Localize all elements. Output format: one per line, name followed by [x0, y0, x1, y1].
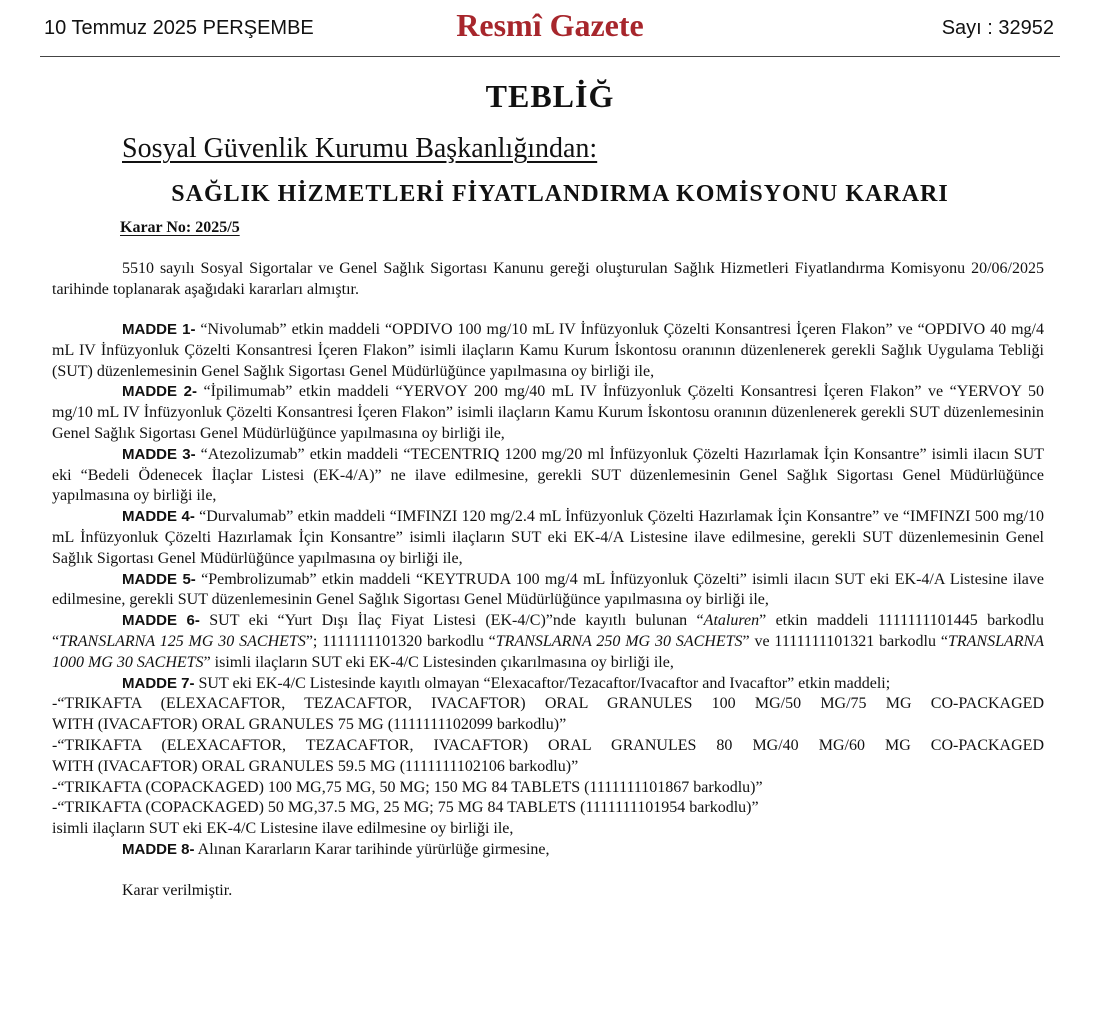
issuing-authority: Sosyal Güvenlik Kurumu Başkanlığından: — [122, 133, 598, 164]
article-5-label: MADDE 5- — [122, 570, 196, 588]
gazette-title: Resmî Gazete — [456, 7, 644, 43]
article-6-drug: Ataluren — [703, 612, 760, 630]
list-item: WITH (IVACAFTOR) ORAL GRANULES 75 MG (1111111102099 barkodlu)” — [52, 716, 567, 734]
article-7-text: SUT eki EK-4/C Listesinde kayıtlı olmayan “Elexacaftor/Tezacaftor/Ivacaftor and Ivacaftor” etkin maddeli; — [194, 674, 891, 692]
article-3 — [52, 445, 1044, 507]
article-5-text: “Pembrolizumab” etkin maddeli “KEYTRUDA 100 mg/4 mL İnfüzyonluk Çözelti” isimli ilacın SUT eki EK-4/A Listesine ilave edilmesine, gerekli SUT düzenlemesinin Genel Sağlık Sigortası Genel Müdürlüğünce yapılmasına oy birliği ile, — [52, 570, 1044, 609]
list-item: -“TRIKAFTA (ELEXACAFTOR, TEZACAFTOR, IVACAFTOR) ORAL GRANULES 80 MG/40 MG/60 MG CO-PACKAGED — [52, 736, 1044, 754]
issue-date: 10 Temmuz 2025 PERŞEMBE — [44, 17, 314, 39]
closing-statement: Karar verilmiştir. — [122, 881, 233, 899]
intro-paragraph: 5510 sayılı Sosyal Sigortalar ve Genel Sağlık Sigortası Kanunu gereği oluşturulan Sağlık Hizmetleri Fiyatlandırma Komisyonu 20/06/2025 tarihinde toplanarak aşağıdaki kararları almıştır. — [52, 260, 1044, 298]
article-6-text: ” isimli ilaçların SUT eki EK-4/C Listesinden çıkarılmasına oy birliği ile, — [203, 653, 674, 671]
article-7-label: MADDE 7- — [122, 674, 195, 692]
article-2-text: “İpilimumab” etkin maddeli “YERVOY 200 mg/40 mL IV İnfüzyonluk Çözelti Konsantresi İçeren Flakon” ve “YERVOY 50 mg/10 mL IV İnfüzyonluk Çözelti Konsantresi İçeren Flakon” isimli ilaçların Kamu Kurum İskontosu oranının düzenlenerek gerekli SUT düzenlemesinin Genel Sağlık Sigortası Genel Müdürlüğünce yapılmasına oy birliği ile, — [52, 383, 1045, 442]
document-type-heading: TEBLİĞ — [485, 78, 615, 114]
article-6 — [52, 611, 1044, 673]
article-4 — [52, 507, 1044, 569]
article-1 — [52, 320, 1044, 382]
intro-section — [52, 259, 1044, 301]
article-1-label: MADDE 1- — [122, 321, 196, 338]
article-7-closing: isimli ilaçların SUT eki EK-4/C Listesine ilave edilmesine oy birliği ile, — [52, 820, 514, 838]
articles-section — [52, 320, 1044, 902]
article-5 — [52, 570, 1044, 612]
spacer — [52, 861, 1044, 881]
article-8 — [52, 840, 1044, 861]
list-item: -“TRIKAFTA (COPACKAGED) 100 MG,75 MG, 50 MG; 150 MG 84 TABLETS (1111111101867 barkodlu)” — [52, 778, 763, 796]
article-4-text: “Durvalumab” etkin maddeli “IMFINZI 120 mg/2.4 mL İnfüzyonluk Çözelti Hazırlamak İçin Konsantre” ve “IMFINZI 500 mg/10 mL İnfüzyonluk Çözelti Hazırlamak İçin Konsantre” isimli ilaçların SUT eki EK-4/A Listesine ilave edilmesine, gerekli SUT düzenlemesinin Genel Sağlık Sigortası Genel Müdürlüğünce yapılmasına oy birliği ile, — [52, 508, 1044, 567]
article-6-label: MADDE 6- — [122, 612, 200, 630]
decision-title: SAĞLIK HİZMETLERİ FİYATLANDIRMA KOMİSYONU KARARI — [171, 181, 949, 207]
article-6-product: TRANSLARNA 250 MG 30 SACHETS — [495, 632, 743, 650]
article-6-text: SUT eki “Yurt Dışı İlaç Fiyat Listesi (EK-4/C)”nde kayıtlı bulunan “ — [199, 612, 704, 630]
list-item: -“TRIKAFTA (COPACKAGED) 50 MG,37.5 MG, 25 MG; 75 MG 84 TABLETS (1111111101954 barkodlu)” — [52, 799, 759, 817]
article-7 — [52, 674, 1044, 695]
article-2-label: MADDE 2- — [122, 383, 198, 401]
article-4-label: MADDE 4- — [122, 508, 195, 526]
issue-number: Sayı : 32952 — [941, 17, 1054, 39]
article-2 — [52, 382, 1044, 444]
article-8-label: MADDE 8- — [122, 840, 195, 858]
article-6-text: ”; 1111111101320 barkodlu “ — [305, 632, 496, 650]
article-8-text: Alınan Kararların Karar tarihinde yürürlüğe girmesine, — [194, 840, 550, 858]
article-6-text: ” etkin maddeli 1111111101445 barkodlu “ — [52, 612, 1044, 650]
article-3-text: “Atezolizumab” etkin maddeli “TECENTRIQ 1200 mg/20 ml İnfüzyonluk Çözelti Hazırlamak İçin Konsantre” isimli ilacın SUT eki “Bedeli Ödenecek İlaçlar Listesi (EK-4/A)” ne ilave edilmesine, gerekli SUT düzenlemesinin Genel Sağlık Sigortası Genel Müdürlüğünce yapılmasına oy birliği ile, — [52, 445, 1044, 505]
decision-number: Karar No: 2025/5 — [120, 219, 240, 236]
article-1-text: “Nivolumab” etkin maddeli “OPDIVO 100 mg/10 mL IV İnfüzyonluk Çözelti Konsantresi İçeren Flakon” ve “OPDIVO 40 mg/4 mL IV İnfüzyonluk Çözelti Konsantresi İçeren Flakon” isimli ilaçların Kamu Kurum İskontosu oranının düzenlenerek gerekli Sağlık Uygulama Tebliği (SUT) düzenlemesinin Genel Sağlık Sigortası Genel Müdürlüğünce yapılmasına oy birliği ile, — [52, 321, 1044, 380]
article-3-label: MADDE 3- — [122, 445, 196, 463]
header-divider — [40, 56, 1060, 57]
article-6-product: TRANSLARNA 125 MG 30 SACHETS — [59, 632, 306, 650]
article-6-text: ” ve 1111111101321 barkodlu “ — [742, 632, 948, 650]
article-6-product: TRANSLARNA 1000 MG 30 SACHETS — [52, 632, 1044, 671]
list-item: WITH (IVACAFTOR) ORAL GRANULES 59.5 MG (1111111102106 barkodlu)” — [52, 757, 579, 775]
list-item: -“TRIKAFTA (ELEXACAFTOR, TEZACAFTOR, IVACAFTOR) ORAL GRANULES 100 MG/50 MG/75 MG CO-PACKAGED — [52, 695, 1044, 713]
